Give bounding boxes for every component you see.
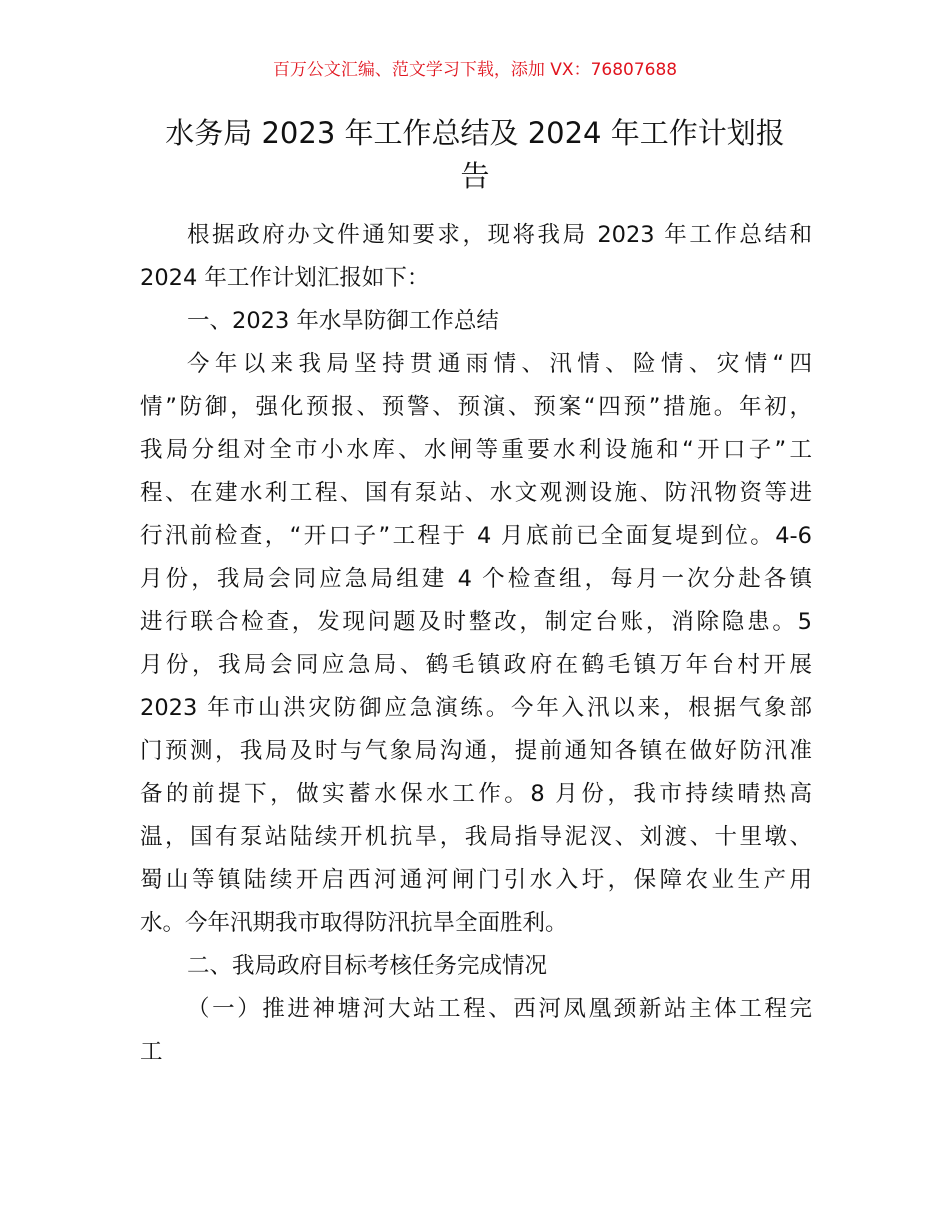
paragraph-line: 2024 年工作计划汇报如下： bbox=[140, 265, 430, 291]
paragraph-line: 2023 年市山洪灾防御应急演练。今年入汛以来，根据气象部 bbox=[140, 695, 812, 721]
subsection-heading-1 bbox=[140, 988, 812, 1074]
paragraph-line: 备的前提下，做实蓄水保水工作。8 月份，我市持续晴热高 bbox=[140, 781, 812, 807]
heading-line: （一）推进神塘河大站工程、西河凤凰颈新站主体工程完 bbox=[187, 996, 812, 1022]
watermark-banner: 百万公文汇编、范文学习下载，添加 VX：76807688 bbox=[272, 60, 678, 80]
paragraph-line: 今年以来我局坚持贯通雨情、汛情、险情、灾情“四 bbox=[187, 351, 812, 377]
title-line-2: 告 bbox=[460, 159, 490, 193]
paragraph-line: 我局分组对全市小水库、水闸等重要水利设施和“开口子”工 bbox=[140, 437, 812, 463]
paragraph-line: 温，国有泵站陆续开机抗旱，我局指导泥汊、刘渡、十里墩、 bbox=[140, 824, 812, 850]
paragraph-line: 根据政府办文件通知要求，现将我局 2023 年工作总结和 bbox=[187, 222, 812, 248]
heading-line: 二、我局政府目标考核任务完成情况 bbox=[187, 953, 548, 979]
paragraph-line: 月份，我局会同应急局组建 4 个检查组，每月一次分赴各镇 bbox=[140, 566, 812, 592]
document-title bbox=[0, 112, 950, 198]
paragraph-line: 蜀山等镇陆续开启西河通河闸门引水入圩，保障农业生产用 bbox=[140, 867, 812, 893]
section-heading-1 bbox=[140, 300, 812, 343]
flood-drought-paragraph bbox=[140, 343, 812, 945]
section-heading-2 bbox=[140, 945, 812, 988]
paragraph-line: 月份，我局会同应急局、鹤毛镇政府在鹤毛镇万年台村开展 bbox=[140, 652, 812, 678]
paragraph-line: 情”防御，强化预报、预警、预演、预案“四预”措施。年初， bbox=[140, 394, 812, 420]
paragraph-line: 程、在建水利工程、国有泵站、水文观测设施、防汛物资等进 bbox=[140, 480, 812, 506]
intro-paragraph bbox=[140, 214, 812, 300]
paragraph-line: 行汛前检查，“开口子”工程于 4 月底前已全面复堤到位。4-6 bbox=[140, 523, 812, 549]
document-body bbox=[140, 214, 812, 1074]
heading-line: 工 bbox=[140, 1039, 163, 1065]
paragraph-line: 水。今年汛期我市取得防汛抗旱全面胜利。 bbox=[140, 910, 568, 936]
paragraph-line: 门预测，我局及时与气象局沟通，提前通知各镇在做好防汛准 bbox=[140, 738, 812, 764]
paragraph-line: 进行联合检查，发现问题及时整改，制定台账，消除隐患。5 bbox=[140, 609, 812, 635]
title-line-1: 水务局 2023 年工作总结及 2024 年工作计划报 bbox=[165, 116, 785, 150]
heading-line: 一、2023 年水旱防御工作总结 bbox=[187, 308, 499, 334]
